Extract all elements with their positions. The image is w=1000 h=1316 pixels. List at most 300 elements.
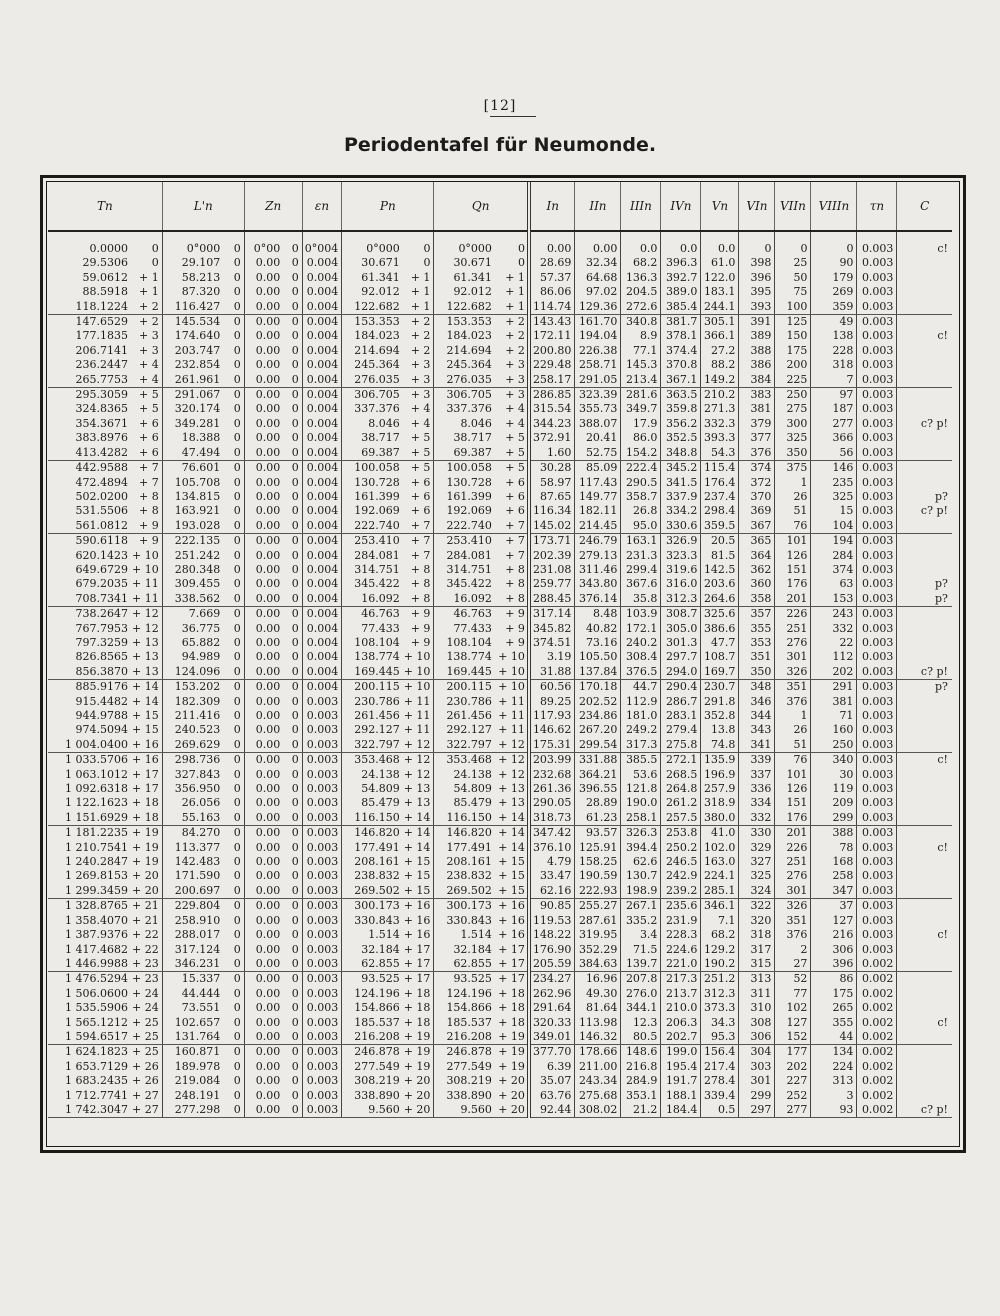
table-cell: 313 [739, 972, 775, 987]
table-cell: + 20 [402, 1103, 434, 1118]
table-cell: 300 [775, 417, 811, 431]
table-cell: 203.99 [529, 753, 575, 768]
table-cell: 0.003 [857, 549, 897, 563]
table-cell: 184.023 [354, 329, 400, 343]
table-cell: 300.173 [354, 899, 400, 913]
table-cell: + 6 [402, 490, 434, 504]
table-cell: + 16 [494, 914, 529, 928]
table-cell: 168 [811, 855, 857, 869]
table-cell: 304 [739, 1045, 775, 1060]
table-cell: 0.003 [302, 884, 342, 899]
table-cell: 0.003 [857, 796, 897, 810]
table-row [48, 768, 952, 782]
table-cell: 117.43 [575, 476, 621, 490]
table-cell: 384.63 [575, 957, 621, 972]
table-cell: 0.0000 [89, 242, 128, 255]
table-cell: 0.00 [255, 840, 281, 854]
table-cell: 1 594.6517 [48, 1030, 130, 1045]
table-cell: 0 [282, 1001, 302, 1015]
table-cell: 0 [222, 928, 244, 942]
table-cell: 0.002 [857, 1060, 897, 1074]
table-cell: 314.751 [446, 562, 492, 576]
table-cell: 1 712.7741 [65, 1088, 128, 1102]
table-cell: 308.219 [354, 1074, 400, 1088]
table-cell: 353 [739, 636, 775, 650]
table-cell: 33.47 [529, 869, 575, 883]
table-cell: 320.174 [174, 402, 221, 416]
table-cell: 337.376 [446, 402, 492, 416]
table-cell: + 10 [402, 650, 434, 664]
table-cell: 312.3 [701, 987, 739, 1001]
table-cell: + 24 [130, 1001, 162, 1015]
table-cell: 338.890 [354, 1088, 400, 1102]
table-cell: 178.66 [575, 1045, 621, 1060]
table-cell: + 6 [494, 490, 529, 504]
table-cell: + 1 [130, 285, 162, 299]
table-cell: + 18 [494, 1001, 529, 1015]
table-cell: 1 092.6318 [65, 782, 128, 796]
table-cell: 138 [811, 329, 857, 343]
table-cell: 93.57 [575, 826, 621, 841]
table-cell: 767.7953 [75, 621, 128, 635]
table-cell: 290.4 [661, 680, 701, 695]
table-cell: 257.5 [661, 811, 701, 826]
table-cell: 0.00 [255, 680, 281, 694]
table-cell: 331.88 [575, 753, 621, 768]
table-cell: + 19 [494, 1045, 529, 1060]
table-cell: 258 [811, 869, 857, 883]
table-row [48, 972, 952, 987]
table-cell: 172.11 [529, 329, 575, 343]
table-cell: 0.004 [302, 549, 342, 563]
table-cell: + 8 [402, 563, 434, 577]
table-cell: + 23 [130, 972, 162, 987]
table-cell: + 22 [130, 928, 162, 942]
table-cell: 381.7 [661, 315, 701, 330]
table-cell: 29.5306 [82, 256, 128, 270]
table-cell: 277 [811, 417, 857, 431]
table-cell: 393 [739, 300, 775, 315]
table-cell: 68.2 [621, 256, 661, 270]
table-cell: 0 [282, 768, 302, 782]
table-cell: 396.55 [575, 782, 621, 796]
table-cell: + 14 [494, 841, 529, 855]
table-cell: 0 [282, 461, 302, 476]
table-cell: + 26 [130, 1074, 162, 1088]
table-cell: + 2 [494, 329, 529, 343]
table-cell: 8.48 [575, 607, 621, 622]
table-cell: 301.3 [661, 636, 701, 650]
table-cell: 1 653.7129 [65, 1059, 128, 1073]
table-cell: 0.00 [529, 242, 575, 256]
table-cell: 0.004 [302, 592, 342, 607]
table-cell: 154.866 [446, 1001, 492, 1015]
table-cell: + 4 [494, 402, 529, 416]
table-cell: + 19 [402, 1030, 434, 1045]
table-cell: 0.0 [701, 242, 739, 256]
table-cell: 0.00 [255, 416, 281, 430]
table-cell [897, 899, 952, 914]
table-cell: 38.717 [361, 431, 400, 445]
table-cell: + 16 [130, 753, 162, 768]
table-cell: 360 [739, 577, 775, 591]
table-cell: 383.8976 [75, 431, 128, 445]
table-cell: 337.376 [354, 402, 400, 416]
table-cell: 190.59 [575, 869, 621, 883]
table-cell: 15.337 [181, 972, 221, 986]
table-cell: 294.0 [661, 665, 701, 680]
table-cell: + 12 [402, 768, 434, 782]
table-cell: 0.003 [857, 373, 897, 388]
table-cell: 81.64 [575, 1001, 621, 1015]
table-cell: + 6 [402, 476, 434, 490]
table-row [48, 388, 952, 403]
table-cell [897, 446, 952, 461]
table-cell [897, 914, 952, 928]
table-cell: 377 [739, 431, 775, 445]
table-cell: 30 [811, 768, 857, 782]
table-cell: 59.0612 [82, 270, 128, 284]
table-cell: 0 [222, 972, 244, 987]
table-cell: 0 [282, 592, 302, 607]
table-cell: 0.003 [857, 622, 897, 636]
table-row [48, 476, 952, 490]
table-cell: 379 [739, 417, 775, 431]
table-cell: 392.7 [661, 271, 701, 285]
table-cell: 0.004 [302, 373, 342, 388]
table-cell: 0.004 [302, 577, 342, 591]
col-header: τn [857, 182, 897, 231]
table-cell: 345.422 [446, 577, 492, 591]
table-cell: 291.64 [529, 1001, 575, 1015]
table-cell: 154.2 [621, 446, 661, 461]
table-cell: 73.551 [181, 1001, 221, 1015]
table-cell: 222.4 [621, 461, 661, 476]
table-cell [897, 796, 952, 810]
table-cell: 1 328.8765 [65, 899, 128, 913]
table-row [48, 1089, 952, 1103]
table-cell: 324 [739, 884, 775, 899]
table-cell: 0.004 [302, 388, 342, 403]
table-cell: 214.694 [354, 343, 400, 357]
table-cell: 372.91 [529, 431, 575, 445]
table-cell: 0.003 [302, 1060, 342, 1074]
table-cell: + 5 [402, 431, 434, 445]
table-row [48, 592, 952, 607]
table-cell: c? p! [897, 1103, 952, 1118]
table-cell: 198.9 [621, 884, 661, 899]
table-cell: 0.00 [255, 343, 281, 357]
table-cell: 261.2 [661, 796, 701, 810]
table-cell: 284.9 [621, 1074, 661, 1088]
table-cell [897, 373, 952, 388]
table-cell: 77.433 [453, 621, 492, 635]
table-cell: 351 [775, 680, 811, 695]
table-cell: 1 387.9376 [65, 928, 128, 942]
table-cell: 0 [282, 709, 302, 723]
table-cell: 0 [222, 1074, 244, 1088]
table-row [48, 402, 952, 416]
table-cell: 201 [775, 592, 811, 607]
table-row [48, 1045, 952, 1060]
table-cell: 27.2 [701, 344, 739, 358]
table-cell: 232.68 [529, 768, 575, 782]
table-cell: 0 [282, 622, 302, 636]
table-cell: 306.705 [354, 388, 400, 402]
table-cell: 0 [282, 373, 302, 388]
table-cell: 257.9 [701, 782, 739, 796]
table-cell: 366 [811, 431, 857, 445]
table-cell: 0.003 [857, 928, 897, 942]
table-cell: 531.5506 [75, 504, 128, 518]
table-cell: + 5 [494, 431, 529, 445]
col-header: Zn [244, 182, 302, 231]
table-cell: 86.06 [529, 285, 575, 299]
table-cell: 0.003 [857, 738, 897, 753]
table-cell: 345.422 [354, 577, 400, 591]
table-cell: 0.00 [255, 753, 281, 767]
table-cell: 472.4894 [75, 475, 128, 489]
table-cell: 160.871 [174, 1045, 221, 1059]
table-row [48, 695, 952, 709]
table-cell: 0 [222, 431, 244, 445]
table-cell: + 15 [130, 709, 162, 723]
table-cell: 146.820 [354, 826, 400, 840]
table-cell: + 8 [494, 577, 529, 591]
table-cell: 242.9 [661, 869, 701, 883]
table-cell: 0.004 [302, 300, 342, 315]
table-cell: 352.29 [575, 943, 621, 957]
table-cell: 150 [775, 329, 811, 343]
table-cell: 0.00 [244, 811, 282, 826]
table-cell: 7.1 [701, 914, 739, 928]
table-row [48, 344, 952, 358]
table-cell: 75 [775, 285, 811, 299]
table-cell: 103.9 [621, 607, 661, 622]
table-cell: 0 [222, 388, 244, 403]
table-cell: 225 [775, 373, 811, 388]
table-cell: 0.00 [255, 928, 281, 942]
table-cell: + 2 [130, 300, 162, 315]
table-cell: 192.069 [354, 504, 400, 518]
table-cell: 153.353 [446, 315, 492, 329]
table-cell: 349.01 [529, 1030, 575, 1045]
table-cell: 126 [775, 549, 811, 563]
table-cell: 0 [282, 300, 302, 315]
table-cell: 0.00 [255, 1015, 281, 1029]
table-cell: 0 [282, 957, 302, 972]
table-cell: 135.9 [701, 753, 739, 768]
table-cell: 0.00 [255, 899, 281, 913]
table-cell: + 20 [130, 884, 162, 899]
table-cell: 224.6 [661, 943, 701, 957]
table-cell: 142.5 [701, 563, 739, 577]
table-cell: 0.003 [857, 709, 897, 723]
table-cell: 0 [222, 549, 244, 563]
table-cell: 1 240.2847 [65, 855, 128, 869]
table-cell: 345.82 [529, 622, 575, 636]
col-header: Qn [434, 182, 529, 231]
table-cell: 326.9 [661, 534, 701, 549]
table-cell: 0 [222, 768, 244, 782]
table-cell: 24.138 [453, 767, 492, 781]
table-cell: 0 [402, 242, 434, 256]
table-cell: 35.8 [621, 592, 661, 607]
table-cell: 0 [222, 738, 244, 753]
table-cell: 0.004 [302, 607, 342, 622]
table-cell: + 21 [130, 899, 162, 914]
table-cell: 340 [811, 753, 857, 768]
table-cell [897, 1060, 952, 1074]
table-cell: 0 [222, 1016, 244, 1030]
table-cell: 238.832 [446, 869, 492, 883]
table-cell: 30.671 [453, 256, 492, 270]
table-cell: + 6 [130, 431, 162, 445]
table-cell: 58.213 [181, 270, 221, 284]
table-cell: 28.89 [575, 796, 621, 810]
table-cell: + 2 [494, 344, 529, 358]
table-cell: 0.003 [302, 928, 342, 942]
table-cell: + 7 [494, 519, 529, 534]
table-cell: 348 [739, 680, 775, 695]
table-cell: 0.003 [857, 592, 897, 607]
table-cell: 7 [811, 373, 857, 388]
table-cell: 234.86 [575, 709, 621, 723]
table-cell: + 18 [402, 1001, 434, 1015]
table-cell: 0 [282, 446, 302, 461]
table-cell: 1 269.8153 [65, 869, 128, 883]
table-cell [897, 1030, 952, 1045]
table-cell: 0 [222, 636, 244, 650]
table-cell: 31.88 [529, 665, 575, 680]
table-cell: 199.0 [661, 1045, 701, 1060]
table-cell: 127 [775, 1016, 811, 1030]
table-cell: 0 [282, 242, 302, 256]
table-cell [897, 987, 952, 1001]
table-cell: 0 [222, 461, 244, 476]
table-cell: 200 [775, 358, 811, 372]
table-cell: 299.4 [621, 563, 661, 577]
table-cell: 172.1 [621, 622, 661, 636]
table-cell: 0 [222, 446, 244, 461]
table-cell: 0.00 [244, 884, 282, 899]
table-cell: 229.48 [529, 358, 575, 372]
table-cell: 56 [811, 446, 857, 461]
table-cell: 0.003 [302, 723, 342, 737]
table-cell: 389 [739, 329, 775, 343]
table-cell: 1 181.2235 [65, 826, 128, 840]
table-cell: 0 [494, 242, 529, 256]
table-cell: + 11 [494, 723, 529, 737]
table-cell: 0 [811, 242, 857, 256]
table-cell: 210.2 [701, 388, 739, 403]
table-cell: 0.004 [302, 329, 342, 343]
table-row [48, 855, 952, 869]
table-cell: 317.14 [529, 607, 575, 622]
table-cell: 49 [811, 315, 857, 330]
table-cell: 0.003 [857, 607, 897, 622]
table-cell: 181.0 [621, 709, 661, 723]
table-cell: + 18 [402, 1016, 434, 1030]
table-cell: 319.6 [661, 563, 701, 577]
table-cell: 216 [811, 928, 857, 942]
table-row [48, 300, 952, 315]
table-cell: 355 [739, 622, 775, 636]
table-cell: + 14 [130, 695, 162, 709]
col-header: Vn [701, 182, 739, 231]
table-cell: 105.708 [174, 475, 221, 489]
table-cell: 396 [811, 957, 857, 972]
table-cell: 0 [282, 928, 302, 942]
table-cell: 26 [775, 723, 811, 737]
table-cell: 246.79 [575, 534, 621, 549]
table-cell: 246.5 [661, 855, 701, 869]
table-cell: + 20 [494, 1089, 529, 1103]
table-cell: 359.8 [661, 402, 701, 416]
table-cell: 0.00 [244, 592, 282, 607]
table-cell: 0 [282, 1016, 302, 1030]
table-cell: 332 [811, 622, 857, 636]
table-cell: + 18 [130, 796, 162, 810]
table-cell: 322.797 [434, 738, 494, 753]
table-cell: 288.017 [174, 928, 221, 942]
table-cell: 0.004 [302, 636, 342, 650]
table-cell: 278.4 [701, 1074, 739, 1088]
table-cell: + 9 [402, 607, 434, 622]
table-cell: + 4 [130, 358, 162, 372]
table-cell: 291 [811, 680, 857, 695]
table-cell: 284 [811, 549, 857, 563]
table-cell: 101 [775, 768, 811, 782]
table-cell: 88.5918 [82, 285, 128, 299]
table-cell: c! [937, 840, 948, 854]
table-cell [897, 709, 952, 723]
table-cell [897, 476, 952, 490]
table-cell: 0 [222, 650, 244, 664]
table-cell: 18.388 [181, 431, 221, 445]
table-cell: 326 [775, 665, 811, 680]
table-cell: p? [934, 577, 948, 591]
table-cell: 95.3 [701, 1030, 739, 1045]
table-cell: 286.7 [661, 695, 701, 709]
table-cell: 649.6729 [75, 562, 128, 576]
table-cell: 0.003 [857, 869, 897, 883]
table-cell: 0.004 [302, 519, 342, 534]
table-cell: 250 [775, 388, 811, 403]
table-cell: 184.023 [446, 329, 492, 343]
table-cell: 308.7 [661, 607, 701, 622]
table-cell: 352.8 [701, 709, 739, 723]
table-cell: 151 [775, 563, 811, 577]
table-cell: 129.2 [701, 943, 739, 957]
table-cell: 191.7 [661, 1074, 701, 1088]
table-cell: 153.353 [354, 315, 400, 329]
table-cell: 250.2 [661, 841, 701, 855]
table-cell: 351 [739, 650, 775, 664]
table-cell: 324.8365 [75, 402, 128, 416]
table-cell: 253.410 [446, 534, 492, 548]
table-cell: 0.00 [244, 373, 282, 388]
table-cell: 163.921 [174, 504, 221, 518]
table-cell: 145.534 [174, 315, 221, 329]
table-cell: 350 [739, 665, 775, 680]
table-cell: 353.468 [354, 753, 400, 767]
table-cell: + 16 [402, 928, 434, 942]
table-cell: 87.65 [529, 490, 575, 504]
table-cell [897, 607, 952, 622]
table-cell: p? [897, 592, 952, 607]
table-cell: 0.004 [302, 344, 342, 358]
